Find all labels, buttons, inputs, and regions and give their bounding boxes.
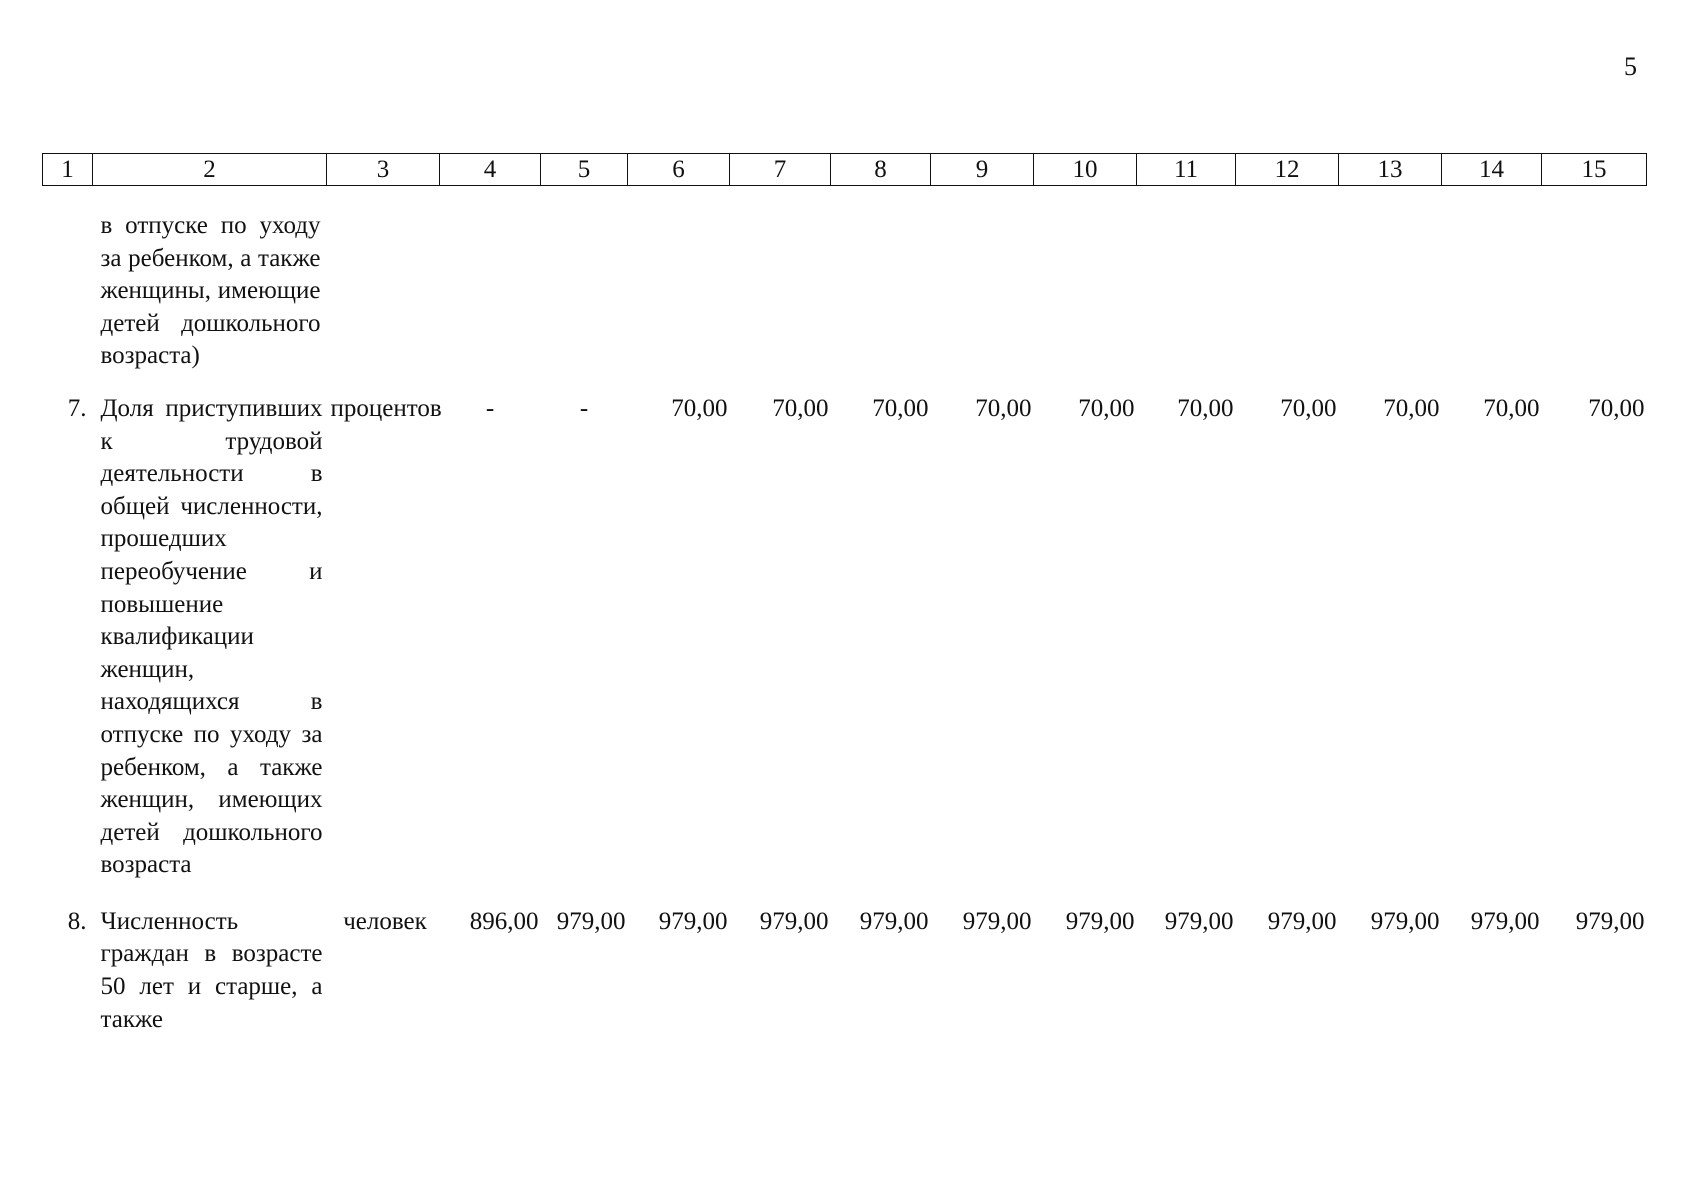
value-cell bbox=[1137, 186, 1236, 373]
value-cell: 979,00 bbox=[1470, 907, 1540, 935]
value-cell bbox=[541, 186, 628, 373]
value-cell: 70,00 bbox=[1078, 394, 1135, 422]
table-row bbox=[43, 373, 1647, 882]
value-cell: 979,00 bbox=[658, 907, 728, 935]
unit-of-measure: человек bbox=[343, 907, 427, 935]
value-cell bbox=[931, 186, 1034, 373]
value-cell: 70,00 bbox=[1383, 394, 1440, 422]
value-cell: 70,00 bbox=[872, 394, 929, 422]
unit-of-measure bbox=[327, 186, 440, 373]
value-cell bbox=[1034, 186, 1137, 373]
column-number-header-row bbox=[43, 154, 1647, 186]
value-cell: 70,00 bbox=[1177, 394, 1234, 422]
indicator-table bbox=[42, 153, 1647, 1036]
column-header: 10 bbox=[1034, 154, 1137, 186]
value-cell: 70,00 bbox=[1483, 394, 1540, 422]
value-cell: 979,00 bbox=[859, 907, 929, 935]
value-cell bbox=[831, 186, 931, 373]
value-cell bbox=[1339, 186, 1442, 373]
column-header: 12 bbox=[1236, 154, 1339, 186]
column-header: 5 bbox=[541, 154, 628, 186]
value-cell: - bbox=[579, 394, 589, 422]
value-cell: 70,00 bbox=[772, 394, 829, 422]
value-cell: 979,00 bbox=[1164, 907, 1234, 935]
value-cell: 979,00 bbox=[1267, 907, 1337, 935]
value-cell: - bbox=[485, 394, 495, 422]
table-row bbox=[43, 882, 1647, 1036]
value-cell bbox=[730, 186, 831, 373]
row-number: 7. bbox=[67, 394, 87, 422]
value-cell bbox=[1442, 186, 1542, 373]
column-header: 8 bbox=[831, 154, 931, 186]
value-cell: 70,00 bbox=[671, 394, 728, 422]
value-cell: 979,00 bbox=[1370, 907, 1440, 935]
column-header: 7 bbox=[730, 154, 831, 186]
column-header: 9 bbox=[931, 154, 1034, 186]
value-cell bbox=[628, 186, 730, 373]
column-header: 15 bbox=[1542, 154, 1647, 186]
value-cell bbox=[1542, 186, 1647, 373]
column-header: 6 bbox=[628, 154, 730, 186]
column-header: 13 bbox=[1339, 154, 1442, 186]
value-cell: 896,00 bbox=[469, 907, 539, 935]
value-cell bbox=[440, 186, 541, 373]
indicator-name: Доля приступивших к трудовой деятельности в общей численности, прошедших переобучение и повышение квалификации женщин, находящихся в отпуске по уходу за ребенком, а также женщин, имеющих детей дошкольного возраста bbox=[100, 394, 323, 879]
indicator-name: Численность граждан в возрасте 50 лет и старше, а также bbox=[100, 907, 323, 1033]
page-number: 5 bbox=[1624, 52, 1637, 81]
value-cell bbox=[1236, 186, 1339, 373]
column-header: 4 bbox=[440, 154, 541, 186]
column-header: 3 bbox=[327, 154, 440, 186]
value-cell: 979,00 bbox=[1065, 907, 1135, 935]
table-row bbox=[43, 186, 1647, 373]
column-header: 11 bbox=[1137, 154, 1236, 186]
column-header: 1 bbox=[43, 154, 93, 186]
value-cell: 70,00 bbox=[1588, 394, 1645, 422]
indicator-name: в отпуске по уходу за ребенком, а также женщины, имеющие детей дошкольного возраста) bbox=[100, 212, 321, 370]
column-header: 14 bbox=[1442, 154, 1542, 186]
value-cell: 979,00 bbox=[962, 907, 1032, 935]
value-cell: 70,00 bbox=[975, 394, 1032, 422]
unit-of-measure: процентов bbox=[330, 394, 442, 422]
row-number bbox=[43, 186, 93, 373]
column-header: 2 bbox=[93, 154, 327, 186]
value-cell: 979,00 bbox=[1575, 907, 1645, 935]
value-cell: 979,00 bbox=[556, 907, 626, 935]
row-number: 8. bbox=[67, 907, 87, 935]
value-cell: 979,00 bbox=[759, 907, 829, 935]
value-cell: 70,00 bbox=[1280, 394, 1337, 422]
